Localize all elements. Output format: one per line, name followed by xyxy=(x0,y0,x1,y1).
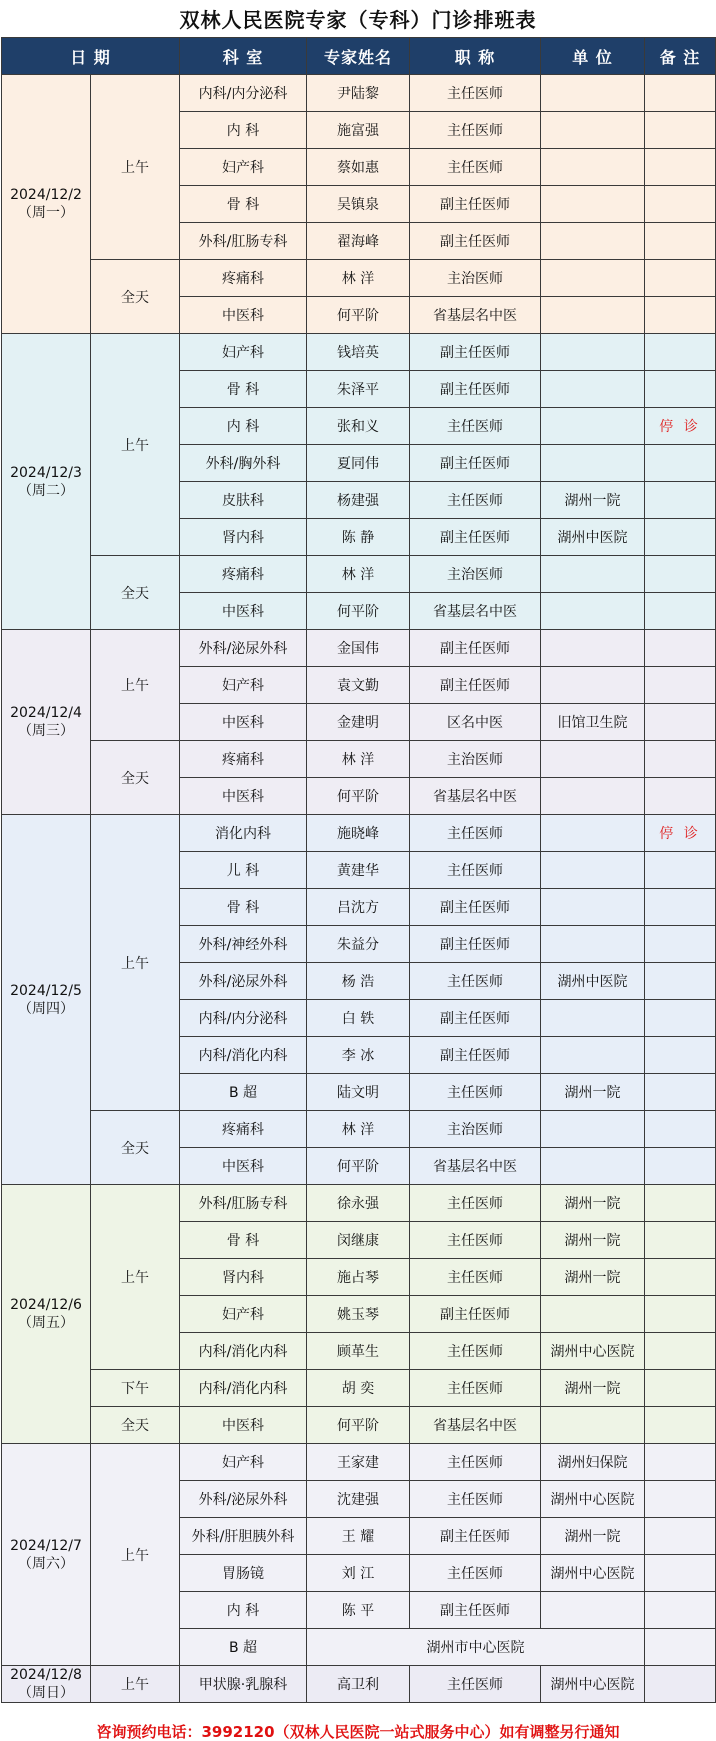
date-text: 2024/12/3 xyxy=(10,464,82,481)
remarks-cell xyxy=(645,1333,716,1370)
department-cell: 外科/泌尿外科 xyxy=(180,630,307,667)
unit-cell: 湖州中心医院 xyxy=(541,1481,645,1518)
unit-cell xyxy=(541,1148,645,1185)
unit-cell xyxy=(541,1111,645,1148)
remarks-cell xyxy=(645,223,716,260)
unit-cell xyxy=(541,408,645,445)
title-cell: 副主任医师 xyxy=(410,1518,541,1555)
expert-name-cell: 施占琴 xyxy=(307,1259,410,1296)
expert-name-cell: 林 洋 xyxy=(307,741,410,778)
unit-cell xyxy=(541,445,645,482)
date-cell xyxy=(2,1444,91,1666)
remarks-cell xyxy=(645,593,716,630)
weekday-text: （周二） xyxy=(18,482,74,499)
remarks-cell xyxy=(645,852,716,889)
department-cell: 儿 科 xyxy=(180,852,307,889)
unit-cell xyxy=(541,75,645,112)
remarks-cell xyxy=(645,260,716,297)
title-cell: 副主任医师 xyxy=(410,1000,541,1037)
remarks-cell xyxy=(645,371,716,408)
date-text: 2024/12/2 xyxy=(10,187,82,203)
unit-cell xyxy=(541,186,645,223)
unit-cell xyxy=(541,815,645,852)
remarks-cell xyxy=(645,667,716,704)
expert-name-cell: 陈 静 xyxy=(307,519,410,556)
expert-name-cell: 张和义 xyxy=(307,408,410,445)
unit-cell: 湖州一院 xyxy=(541,1074,645,1111)
department-cell: 内科/消化内科 xyxy=(180,1370,307,1407)
expert-name-cell: 黄建华 xyxy=(307,852,410,889)
department-cell: 内 科 xyxy=(180,112,307,149)
unit-cell xyxy=(541,149,645,186)
title-cell: 副主任医师 xyxy=(410,223,541,260)
department-cell: 妇产科 xyxy=(180,667,307,704)
expert-name-cell: 杨建强 xyxy=(307,482,410,519)
expert-name-cell: 尹陆黎 xyxy=(307,75,410,112)
unit-cell xyxy=(541,371,645,408)
merged-unit-cell: 湖州市中心医院 xyxy=(307,1629,645,1666)
title-cell: 副主任医师 xyxy=(410,371,541,408)
expert-name-cell: 林 洋 xyxy=(307,260,410,297)
header-remarks: 备 注 xyxy=(645,38,716,75)
expert-name-cell: 何平阶 xyxy=(307,297,410,334)
department-cell: 疼痛科 xyxy=(180,556,307,593)
remarks-cell xyxy=(645,741,716,778)
table-row xyxy=(2,260,716,297)
weekday-text: （周六） xyxy=(18,1555,74,1572)
department-cell: 中医科 xyxy=(180,1407,307,1444)
unit-cell: 湖州中心医院 xyxy=(541,1666,645,1703)
header-title: 职 称 xyxy=(410,38,541,75)
title-cell: 主任医师 xyxy=(410,852,541,889)
title-cell: 副主任医师 xyxy=(410,889,541,926)
department-cell: 疼痛科 xyxy=(180,260,307,297)
title-cell: 主治医师 xyxy=(410,556,541,593)
unit-cell xyxy=(541,112,645,149)
expert-name-cell: 吴镇泉 xyxy=(307,186,410,223)
table-row xyxy=(2,815,716,852)
expert-name-cell: 金建明 xyxy=(307,704,410,741)
title-cell: 副主任医师 xyxy=(410,1037,541,1074)
remarks-cell xyxy=(645,445,716,482)
unit-cell xyxy=(541,1037,645,1074)
remarks-cell xyxy=(645,556,716,593)
schedule-body xyxy=(2,75,716,1703)
unit-cell xyxy=(541,667,645,704)
department-cell: 内 科 xyxy=(180,1592,307,1629)
expert-name-cell: 陆文明 xyxy=(307,1074,410,1111)
period-cell: 全天 xyxy=(91,1407,180,1444)
remarks-cell xyxy=(645,1444,716,1481)
footer-contact: 咨询预约电话：3992120（双林人民医院一站式服务中心）如有调整另行通知 xyxy=(96,1723,620,1741)
unit-cell xyxy=(541,260,645,297)
date-text: 2024/12/5 xyxy=(10,982,82,999)
remarks-cell xyxy=(645,1074,716,1111)
department-cell: B 超 xyxy=(180,1629,307,1666)
unit-cell xyxy=(541,1296,645,1333)
remarks-cell xyxy=(645,297,716,334)
title-cell: 主任医师 xyxy=(410,1370,541,1407)
department-cell: 骨 科 xyxy=(180,1222,307,1259)
remarks-cell xyxy=(645,186,716,223)
table-row xyxy=(2,1407,716,1444)
department-cell: 内 科 xyxy=(180,408,307,445)
period-cell: 下午 xyxy=(91,1370,180,1407)
title-cell: 区名中医 xyxy=(410,704,541,741)
expert-name-cell: 何平阶 xyxy=(307,778,410,815)
remarks-cell xyxy=(645,1629,716,1666)
remarks-cell xyxy=(645,1666,716,1703)
header-date: 日 期 xyxy=(2,38,180,75)
title-cell: 主任医师 xyxy=(410,963,541,1000)
department-cell: 疼痛科 xyxy=(180,1111,307,1148)
department-cell: 外科/肛肠专科 xyxy=(180,223,307,260)
period-cell: 全天 xyxy=(91,1111,180,1185)
unit-cell xyxy=(541,630,645,667)
date-text: 2024/12/4 xyxy=(10,705,82,721)
expert-name-cell: 姚玉琴 xyxy=(307,1296,410,1333)
department-cell: 骨 科 xyxy=(180,889,307,926)
table-row xyxy=(2,1185,716,1222)
table-row xyxy=(2,1444,716,1481)
period-cell: 上午 xyxy=(91,75,180,260)
remarks-cell xyxy=(645,889,716,926)
unit-cell xyxy=(541,852,645,889)
department-cell: 妇产科 xyxy=(180,149,307,186)
date-text: 2024/12/7 xyxy=(10,1537,82,1554)
department-cell: 中医科 xyxy=(180,297,307,334)
unit-cell: 湖州妇保院 xyxy=(541,1444,645,1481)
unit-cell: 湖州一院 xyxy=(541,1185,645,1222)
title-cell: 副主任医师 xyxy=(410,445,541,482)
expert-name-cell: 施晓峰 xyxy=(307,815,410,852)
unit-cell: 湖州一院 xyxy=(541,1370,645,1407)
remarks-cell xyxy=(645,1481,716,1518)
title-cell: 副主任医师 xyxy=(410,667,541,704)
remarks-cell xyxy=(645,1407,716,1444)
remarks-cell xyxy=(645,75,716,112)
unit-cell xyxy=(541,926,645,963)
unit-cell: 湖州中医院 xyxy=(541,519,645,556)
date-cell xyxy=(2,1666,91,1703)
department-cell: 皮肤科 xyxy=(180,482,307,519)
department-cell: 中医科 xyxy=(180,593,307,630)
table-row xyxy=(2,1370,716,1407)
unit-cell: 湖州一院 xyxy=(541,1222,645,1259)
title-cell: 主任医师 xyxy=(410,149,541,186)
weekday-text: （周一） xyxy=(18,205,74,221)
expert-name-cell: 夏同伟 xyxy=(307,445,410,482)
period-cell: 全天 xyxy=(91,741,180,815)
period-cell: 上午 xyxy=(91,1444,180,1666)
department-cell: B 超 xyxy=(180,1074,307,1111)
expert-name-cell: 白 轶 xyxy=(307,1000,410,1037)
expert-name-cell: 顾革生 xyxy=(307,1333,410,1370)
expert-name-cell: 徐永强 xyxy=(307,1185,410,1222)
remarks-cell xyxy=(645,963,716,1000)
unit-cell: 湖州一院 xyxy=(541,482,645,519)
remarks-cell xyxy=(645,1222,716,1259)
title-cell: 省基层名中医 xyxy=(410,1407,541,1444)
expert-name-cell: 吕沈方 xyxy=(307,889,410,926)
department-cell: 外科/泌尿外科 xyxy=(180,1481,307,1518)
remarks-cell xyxy=(645,1296,716,1333)
page-title: 双林人民医院专家（专科）门诊排班表 xyxy=(179,8,537,32)
expert-name-cell: 闵继康 xyxy=(307,1222,410,1259)
date-cell xyxy=(2,75,91,334)
table-row xyxy=(2,630,716,667)
unit-cell xyxy=(541,1407,645,1444)
period-cell: 上午 xyxy=(91,1666,180,1703)
table-row xyxy=(2,556,716,593)
table-row xyxy=(2,334,716,371)
title-cell: 主任医师 xyxy=(410,1444,541,1481)
title-cell: 省基层名中医 xyxy=(410,593,541,630)
title-cell: 副主任医师 xyxy=(410,1592,541,1629)
table-row xyxy=(2,1666,716,1703)
title-cell: 省基层名中医 xyxy=(410,1148,541,1185)
remarks-cell xyxy=(645,1185,716,1222)
expert-name-cell: 李 冰 xyxy=(307,1037,410,1074)
title-cell: 主任医师 xyxy=(410,1222,541,1259)
department-cell: 甲状腺·乳腺科 xyxy=(180,1666,307,1703)
remarks-cell xyxy=(645,1259,716,1296)
title-cell: 主任医师 xyxy=(410,1666,541,1703)
remarks-cell xyxy=(645,1592,716,1629)
header-unit: 单 位 xyxy=(541,38,645,75)
expert-name-cell: 高卫利 xyxy=(307,1666,410,1703)
date-cell xyxy=(2,1185,91,1444)
department-cell: 骨 科 xyxy=(180,371,307,408)
unit-cell xyxy=(541,1000,645,1037)
department-cell: 妇产科 xyxy=(180,334,307,371)
expert-name-cell: 何平阶 xyxy=(307,1407,410,1444)
title-cell: 主任医师 xyxy=(410,1481,541,1518)
period-cell: 上午 xyxy=(91,1185,180,1370)
title-cell: 主任医师 xyxy=(410,1259,541,1296)
title-cell: 主任医师 xyxy=(410,112,541,149)
period-cell: 全天 xyxy=(91,260,180,334)
remarks-cell: 停 诊 xyxy=(645,408,716,445)
title-cell: 主任医师 xyxy=(410,1185,541,1222)
remarks-cell xyxy=(645,1111,716,1148)
department-cell: 中医科 xyxy=(180,1148,307,1185)
title-cell: 副主任医师 xyxy=(410,186,541,223)
department-cell: 中医科 xyxy=(180,704,307,741)
title-cell: 主任医师 xyxy=(410,1074,541,1111)
expert-name-cell: 袁文勤 xyxy=(307,667,410,704)
period-cell: 上午 xyxy=(91,334,180,556)
period-cell: 上午 xyxy=(91,630,180,741)
expert-name-cell: 蔡如惠 xyxy=(307,149,410,186)
remarks-cell xyxy=(645,704,716,741)
expert-name-cell: 王 耀 xyxy=(307,1518,410,1555)
department-cell: 内科/内分泌科 xyxy=(180,1000,307,1037)
department-cell: 疼痛科 xyxy=(180,741,307,778)
title-cell: 省基层名中医 xyxy=(410,778,541,815)
date-cell xyxy=(2,334,91,630)
title-cell: 主治医师 xyxy=(410,260,541,297)
weekday-text: （周日） xyxy=(18,1685,74,1701)
department-cell: 肾内科 xyxy=(180,1259,307,1296)
title-cell: 主任医师 xyxy=(410,75,541,112)
table-row xyxy=(2,741,716,778)
department-cell: 妇产科 xyxy=(180,1296,307,1333)
expert-name-cell: 钱培英 xyxy=(307,334,410,371)
date-cell xyxy=(2,815,91,1185)
remarks-cell xyxy=(645,112,716,149)
unit-cell xyxy=(541,297,645,334)
table-row xyxy=(2,1111,716,1148)
title-cell: 副主任医师 xyxy=(410,630,541,667)
unit-cell xyxy=(541,778,645,815)
unit-cell xyxy=(541,334,645,371)
department-cell: 胃肠镜 xyxy=(180,1555,307,1592)
unit-cell: 湖州中医院 xyxy=(541,963,645,1000)
period-cell: 上午 xyxy=(91,815,180,1111)
expert-name-cell: 刘 江 xyxy=(307,1555,410,1592)
remarks-cell xyxy=(645,1555,716,1592)
weekday-text: （周三） xyxy=(18,723,74,739)
department-cell: 消化内科 xyxy=(180,815,307,852)
expert-name-cell: 何平阶 xyxy=(307,1148,410,1185)
unit-cell xyxy=(541,223,645,260)
expert-name-cell: 沈建强 xyxy=(307,1481,410,1518)
department-cell: 中医科 xyxy=(180,778,307,815)
expert-name-cell: 胡 奕 xyxy=(307,1370,410,1407)
remarks-cell: 停 诊 xyxy=(645,815,716,852)
title-cell: 主治医师 xyxy=(410,1111,541,1148)
unit-cell xyxy=(541,1592,645,1629)
department-cell: 外科/泌尿外科 xyxy=(180,963,307,1000)
remarks-cell xyxy=(645,1037,716,1074)
department-cell: 外科/肛肠专科 xyxy=(180,1185,307,1222)
header-department: 科 室 xyxy=(180,38,307,75)
weekday-text: （周四） xyxy=(18,1000,74,1017)
remarks-cell xyxy=(645,926,716,963)
title-cell: 省基层名中医 xyxy=(410,297,541,334)
department-cell: 外科/神经外科 xyxy=(180,926,307,963)
title-cell: 副主任医师 xyxy=(410,519,541,556)
title-cell: 副主任医师 xyxy=(410,1296,541,1333)
remarks-cell xyxy=(645,482,716,519)
unit-cell: 湖州一院 xyxy=(541,1259,645,1296)
remarks-cell xyxy=(645,630,716,667)
expert-name-cell: 陈 平 xyxy=(307,1592,410,1629)
unit-cell xyxy=(541,889,645,926)
title-cell: 主任医师 xyxy=(410,482,541,519)
remarks-cell xyxy=(645,1370,716,1407)
department-cell: 骨 科 xyxy=(180,186,307,223)
title-cell: 主任医师 xyxy=(410,1333,541,1370)
remarks-cell xyxy=(645,1000,716,1037)
title-cell: 主任医师 xyxy=(410,815,541,852)
header-row xyxy=(2,38,716,75)
remarks-cell xyxy=(645,778,716,815)
unit-cell: 湖州中心医院 xyxy=(541,1333,645,1370)
date-cell xyxy=(2,630,91,815)
header-expert-name: 专家姓名 xyxy=(307,38,410,75)
weekday-text: （周五） xyxy=(18,1315,74,1331)
expert-name-cell: 朱泽平 xyxy=(307,371,410,408)
remarks-cell xyxy=(645,1148,716,1185)
remarks-cell xyxy=(645,334,716,371)
expert-name-cell: 施富强 xyxy=(307,112,410,149)
department-cell: 内科/内分泌科 xyxy=(180,75,307,112)
expert-name-cell: 王家建 xyxy=(307,1444,410,1481)
department-cell: 外科/肝胆胰外科 xyxy=(180,1518,307,1555)
title-cell: 副主任医师 xyxy=(410,926,541,963)
title-cell: 主任医师 xyxy=(410,1555,541,1592)
title-cell: 主任医师 xyxy=(410,408,541,445)
unit-cell xyxy=(541,741,645,778)
unit-cell: 湖州一院 xyxy=(541,1518,645,1555)
unit-cell: 湖州中心医院 xyxy=(541,1555,645,1592)
title-cell: 主治医师 xyxy=(410,741,541,778)
department-cell: 内科/消化内科 xyxy=(180,1037,307,1074)
expert-name-cell: 朱益分 xyxy=(307,926,410,963)
unit-cell: 旧馆卫生院 xyxy=(541,704,645,741)
period-cell: 全天 xyxy=(91,556,180,630)
department-cell: 内科/消化内科 xyxy=(180,1333,307,1370)
remarks-cell xyxy=(645,519,716,556)
title-cell: 副主任医师 xyxy=(410,334,541,371)
department-cell: 外科/胸外科 xyxy=(180,445,307,482)
unit-cell xyxy=(541,593,645,630)
schedule-table xyxy=(1,37,716,1703)
expert-name-cell: 何平阶 xyxy=(307,593,410,630)
remarks-cell xyxy=(645,149,716,186)
date-text: 2024/12/6 xyxy=(10,1297,82,1313)
expert-name-cell: 杨 浩 xyxy=(307,963,410,1000)
date-text: 2024/12/8 xyxy=(10,1667,82,1683)
expert-name-cell: 翟海峰 xyxy=(307,223,410,260)
expert-name-cell: 金国伟 xyxy=(307,630,410,667)
remarks-cell xyxy=(645,1518,716,1555)
unit-cell xyxy=(541,556,645,593)
table-row xyxy=(2,75,716,112)
department-cell: 妇产科 xyxy=(180,1444,307,1481)
department-cell: 肾内科 xyxy=(180,519,307,556)
expert-name-cell: 林 洋 xyxy=(307,556,410,593)
expert-name-cell: 林 洋 xyxy=(307,1111,410,1148)
